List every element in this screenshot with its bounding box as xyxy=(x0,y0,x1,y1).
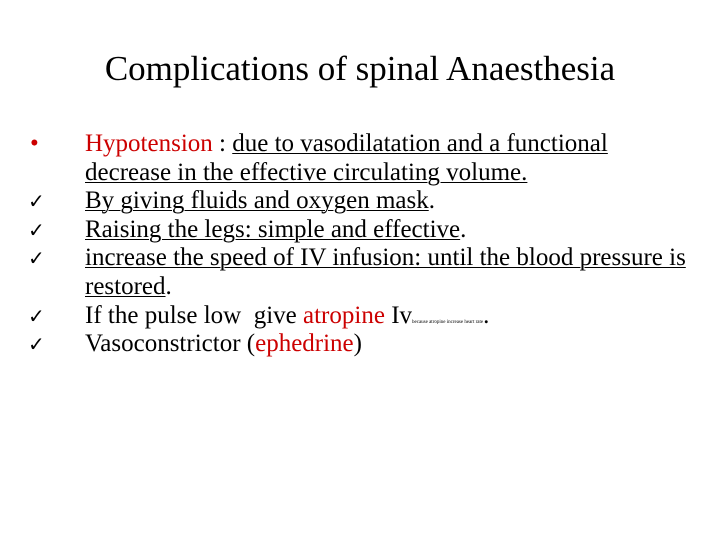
list-item-atropine xyxy=(28,302,688,331)
checkmark-icon: ✓ xyxy=(28,332,45,357)
list-item-infusion xyxy=(28,244,688,301)
checkmark-icon: ✓ xyxy=(28,189,45,214)
bullet-icon: • xyxy=(30,130,39,157)
hypotension-label: Hypotension xyxy=(85,130,213,157)
atropine-note: because atropine increase heart rate xyxy=(412,319,484,325)
legs-tail: . xyxy=(460,215,467,243)
infusion-text: increase the speed of IV infusion: until the blood pressure is restored xyxy=(85,244,686,300)
list-item-fluids xyxy=(28,187,688,216)
list-item-legs xyxy=(28,216,688,245)
atropine-drug: atropine xyxy=(303,301,385,329)
list-item-hypotension xyxy=(28,130,688,187)
checkmark-icon: ✓ xyxy=(28,246,45,271)
slide-title: Complications of spinal Anaesthesia xyxy=(104,49,616,88)
checkmark-icon: ✓ xyxy=(28,217,45,242)
list-item-vasoconstrictor xyxy=(28,330,688,359)
vasoconstrictor-suffix: ) xyxy=(353,330,362,358)
bullet-list xyxy=(28,130,688,359)
atropine-tail: . xyxy=(483,301,490,329)
label-separator: : xyxy=(212,130,233,157)
atropine-prefix: If the pulse low give xyxy=(85,301,304,329)
legs-text: Raising the legs: simple and effective xyxy=(85,215,461,243)
fluids-tail: . xyxy=(428,187,435,215)
fluids-text: By giving fluids and oxygen mask xyxy=(85,187,429,215)
checkmark-icon: ✓ xyxy=(28,303,45,328)
hypotension-description: due to vasodilatation and a functional decrease in the effective circulating volume. xyxy=(85,130,608,186)
vasoconstrictor-prefix: Vasoconstrictor ( xyxy=(85,330,256,358)
atropine-suffix: Iv xyxy=(384,301,413,329)
infusion-tail: . xyxy=(165,272,172,300)
ephedrine-drug: ephedrine xyxy=(255,330,354,358)
